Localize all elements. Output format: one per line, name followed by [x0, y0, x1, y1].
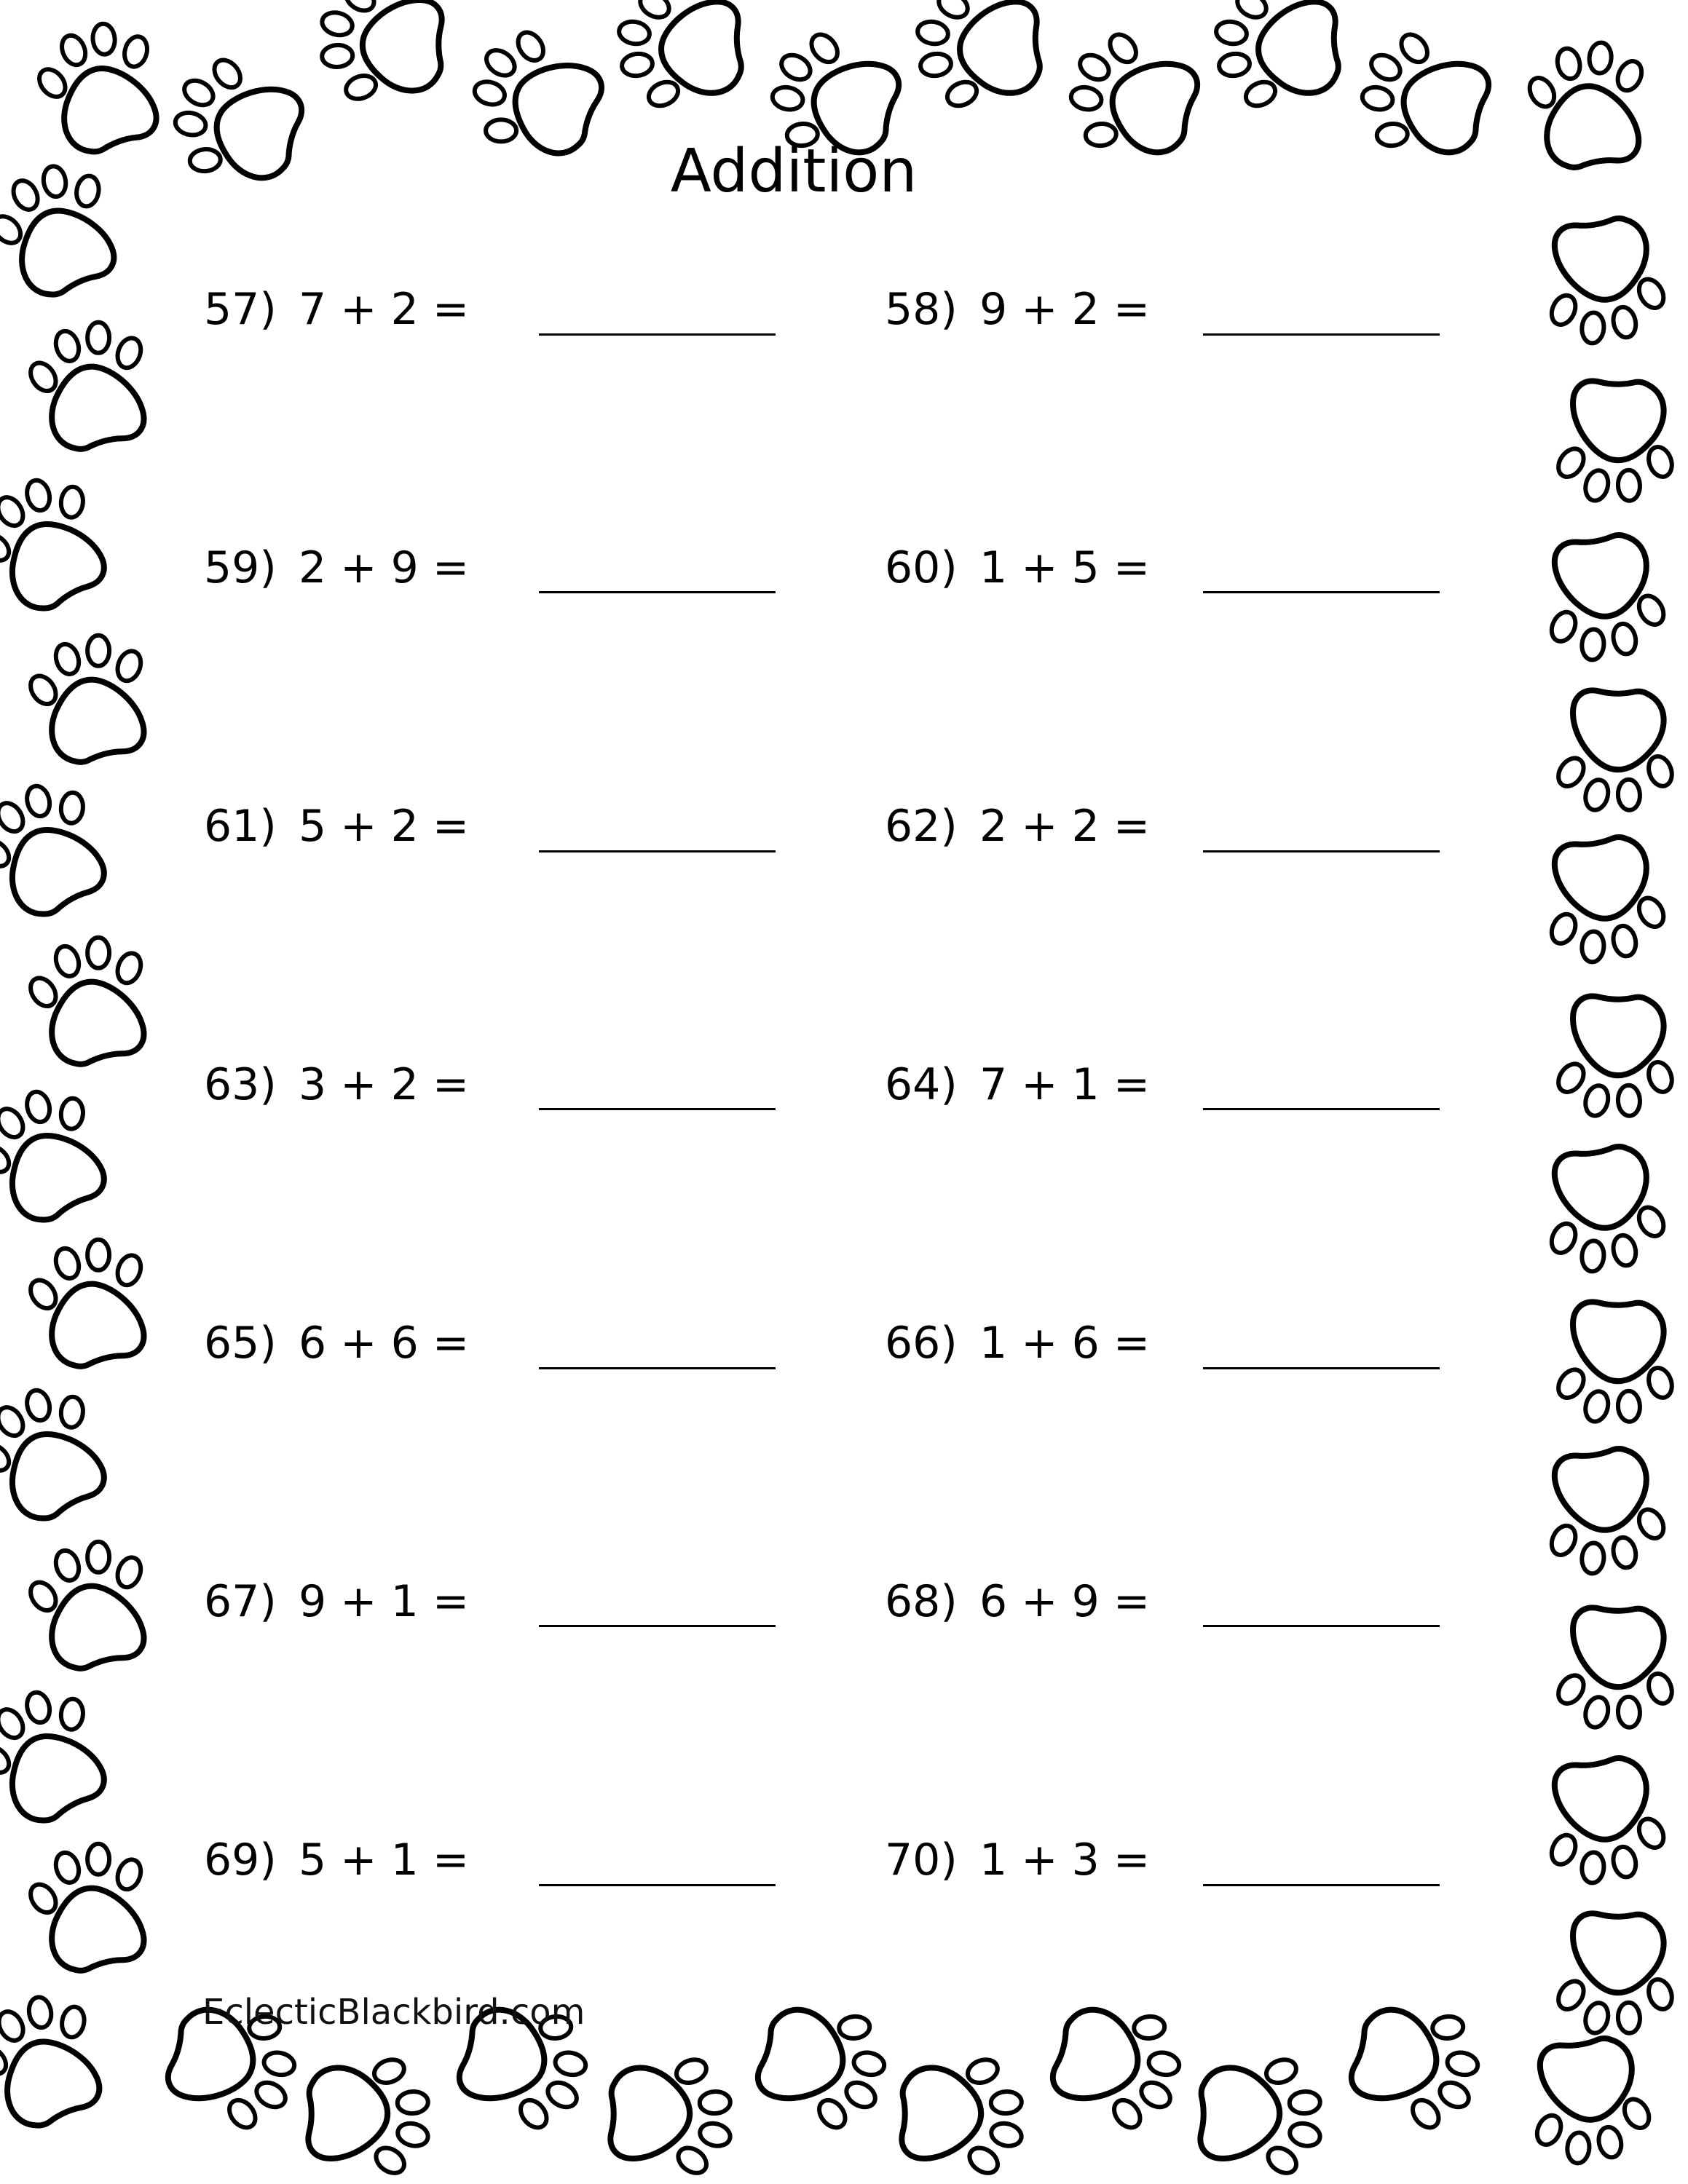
paw-print-icon: [19, 1230, 161, 1374]
answer-line[interactable]: [539, 1625, 776, 1627]
paw-print-icon: [1550, 375, 1683, 509]
problem-58: [885, 284, 1151, 335]
problem-expression: 2 + 9 =: [299, 542, 470, 593]
paw-print-icon: [302, 2048, 436, 2180]
problem-number: 60): [885, 542, 958, 593]
paw-print-icon: [19, 626, 161, 769]
problem-expression: 7 + 1 =: [979, 1059, 1151, 1110]
footer-credit: EclecticBlackbird.com: [202, 1992, 585, 2033]
problem-67: [204, 1576, 470, 1627]
paw-print-icon: [0, 1673, 124, 1837]
paw-print-icon: [0, 461, 124, 625]
paw-print-icon: [1524, 2035, 1657, 2169]
answer-line[interactable]: [539, 1108, 776, 1110]
answer-line[interactable]: [1203, 1108, 1440, 1110]
problem-59: [204, 542, 470, 593]
answer-line[interactable]: [1203, 1367, 1440, 1369]
problem-68: [885, 1576, 1151, 1627]
paw-print-icon: [19, 313, 161, 456]
problem-number: 69): [204, 1835, 277, 1886]
paw-print-icon: [1539, 1445, 1671, 1579]
problem-70: [885, 1835, 1151, 1886]
problem-expression: 9 + 2 =: [979, 284, 1151, 335]
paw-print-icon: [1550, 1602, 1683, 1736]
problem-expression: 1 + 6 =: [979, 1318, 1151, 1369]
paw-print-icon: [19, 1532, 161, 1676]
problem-57: [204, 284, 470, 335]
paw-print-icon: [1550, 684, 1683, 818]
paw-print-icon: [19, 1835, 161, 1978]
paw-print-icon: [896, 2048, 1030, 2180]
answer-line[interactable]: [1203, 1884, 1440, 1886]
problem-60: [885, 542, 1151, 593]
paw-print-icon: [0, 1371, 124, 1535]
problem-number: 65): [204, 1318, 277, 1369]
paw-print-icon: [1539, 215, 1671, 349]
problem-expression: 6 + 6 =: [299, 1318, 470, 1369]
answer-line[interactable]: [539, 333, 776, 336]
problem-number: 67): [204, 1576, 277, 1627]
problem-61: [204, 801, 470, 852]
answer-line[interactable]: [1203, 591, 1440, 593]
paw-print-icon: [1338, 1985, 1496, 2143]
answer-line[interactable]: [1203, 1625, 1440, 1627]
problem-expression: 2 + 2 =: [979, 801, 1151, 852]
answer-line[interactable]: [539, 1367, 776, 1369]
paw-print-icon: [1550, 1907, 1683, 2041]
problem-expression: 9 + 1 =: [299, 1576, 470, 1627]
answer-line[interactable]: [539, 591, 776, 593]
page-title: Addition: [670, 137, 918, 206]
problem-expression: 1 + 5 =: [979, 542, 1151, 593]
problem-number: 63): [204, 1059, 277, 1110]
paw-print-icon: [314, 0, 448, 111]
paw-print-icon: [1539, 1754, 1671, 1888]
problem-69: [204, 1835, 470, 1886]
problem-number: 61): [204, 801, 277, 852]
paw-print-icon: [745, 1985, 903, 2143]
problem-66: [885, 1318, 1151, 1369]
problem-expression: 6 + 9 =: [979, 1576, 1151, 1627]
paw-print-icon: [1550, 1296, 1683, 1430]
paw-print-icon: [0, 767, 124, 930]
paw-print-icon: [1539, 1143, 1671, 1277]
paw-print-icon: [19, 928, 161, 1072]
problem-expression: 5 + 1 =: [299, 1835, 470, 1886]
problem-expression: 7 + 2 =: [299, 284, 470, 335]
answer-line[interactable]: [539, 1884, 776, 1886]
paw-print-icon: [1194, 2048, 1328, 2180]
paw-print-icon: [618, 0, 741, 110]
problem-number: 58): [885, 284, 958, 335]
problem-expression: 5 + 2 =: [299, 801, 470, 852]
problem-65: [204, 1318, 470, 1369]
paw-print-icon: [25, 11, 175, 162]
paw-print-icon: [0, 1981, 119, 2139]
problem-number: 57): [204, 284, 277, 335]
problem-64: [885, 1059, 1151, 1110]
answer-line[interactable]: [539, 850, 776, 852]
paw-print-icon: [604, 2048, 738, 2180]
paw-print-icon: [1215, 0, 1338, 110]
problem-expression: 1 + 3 =: [979, 1835, 1151, 1886]
problem-number: 62): [885, 801, 958, 852]
problem-number: 66): [885, 1318, 958, 1369]
problem-expression: 3 + 2 =: [299, 1059, 470, 1110]
paw-print-icon: [1550, 990, 1683, 1124]
paw-print-icon: [1539, 834, 1671, 968]
answer-line[interactable]: [1203, 333, 1440, 336]
answer-line[interactable]: [1203, 850, 1440, 852]
paw-print-icon: [1040, 1985, 1198, 2143]
paw-print-icon: [1539, 531, 1671, 665]
problem-number: 64): [885, 1059, 958, 1110]
paw-print-icon: [916, 0, 1040, 110]
problem-number: 70): [885, 1835, 958, 1886]
problem-63: [204, 1059, 470, 1110]
paw-print-icon: [0, 1072, 124, 1236]
problem-number: 59): [204, 542, 277, 593]
problem-number: 68): [885, 1576, 958, 1627]
problem-62: [885, 801, 1151, 852]
